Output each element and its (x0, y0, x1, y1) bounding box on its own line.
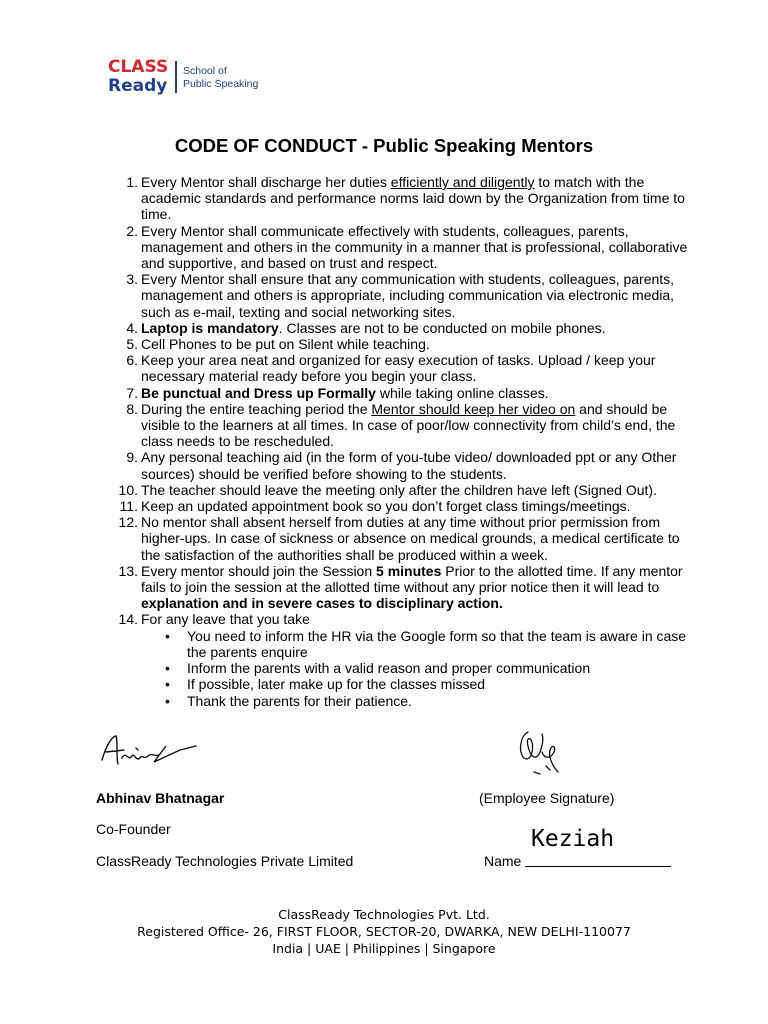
item-text: Every Mentor shall discharge her duties (141, 174, 391, 190)
footer-address: Registered Office- 26, FIRST FLOOR, SECTOR-20, DWARKA, NEW DELHI-110077 (137, 924, 631, 939)
item-number: 3. (126, 271, 138, 288)
sub-list-item (118, 628, 688, 660)
item-number: 1. (126, 174, 138, 190)
conduct-item (118, 514, 688, 563)
item-text: Every Mentor shall communicate effectively with students, colleagues, parents, management and others in the community in a manner that is professional, collaborative and supportive, and based on trust and respect. (141, 222, 688, 272)
conduct-item (118, 352, 688, 384)
conduct-item (118, 401, 688, 450)
item-text: efficiently and diligently (390, 174, 535, 190)
item-number: 7. (126, 384, 138, 401)
conduct-item (118, 611, 688, 627)
item-text: Any personal teaching aid (in the form of you-tube video/ downloaded ppt or any Other sources) should be verified before showing to the students. (141, 449, 677, 482)
bullet-icon: • (165, 627, 170, 644)
item-number: 4. (126, 319, 138, 336)
item-text: Be punctual and Dress up Formally (141, 384, 376, 401)
item-text: to match with the academic standards and performance norms laid down by the Organization from time to time. (141, 174, 685, 223)
conduct-item (118, 174, 688, 223)
item-text: For any leave that you take (141, 611, 310, 628)
footer-locations: India | UAE | Philippines | Singapore (272, 941, 496, 956)
conduct-item (118, 271, 688, 320)
item-text: and should be visible to the learners at all times. In case of poor/low connectivity from child’s end, the class needs to be rescheduled. (141, 400, 676, 450)
item-number: 2. (126, 222, 138, 239)
item-number: 13. (118, 562, 138, 579)
item-text: 5 minutes (376, 562, 442, 579)
item-text: while taking online classes. (375, 384, 549, 401)
item-number: 5. (126, 336, 138, 353)
conduct-item (118, 498, 688, 514)
sub-item-text: Inform the parents with a valid reason and proper communication (187, 660, 591, 677)
founder-name: Abhinav Bhatnagar (96, 790, 225, 806)
item-number: 8. (126, 400, 138, 417)
item-text: explanation and in severe cases to disciplinary action. (141, 595, 503, 612)
item-text: No mentor shall absent herself from duties at any time without prior permission from higher-ups. In case of sickness or absence on medical grounds, a medical certificate to the satisfaction of the authorities shall be produced within a week. (141, 514, 680, 563)
logo-brand-top: CLASS (108, 57, 169, 77)
classready-logo (106, 55, 276, 101)
item-text: Every Mentor shall ensure that any communication with students, colleagues, parents, management and others is appropriate, including communication via electronic media, such as e-mail, texting and social networking sites. (141, 271, 675, 320)
employee-name-value: Keziah (531, 826, 615, 852)
item-text: Laptop is mandatory (141, 319, 279, 336)
conduct-item (118, 320, 688, 336)
document-title: CODE OF CONDUCT - Public Speaking Mentors (174, 135, 594, 156)
name-label: Name (484, 853, 522, 869)
item-text: . Classes are not to be conducted on mobile phones. (278, 319, 606, 336)
bullet-icon: • (165, 660, 170, 677)
sub-item-text: You need to inform the HR via the Google form so that the team is aware in case the parents enquire (187, 627, 687, 660)
logo-brand-bottom: Ready (108, 76, 168, 96)
item-number: 14. (118, 611, 138, 628)
sub-item-text: Thank the parents for their patience. (187, 692, 412, 709)
item-text: Prior to the allotted time. If any mentor fails to join the session at the allotted time without any prior notice then it will lead to (141, 562, 683, 596)
conduct-item (118, 482, 688, 498)
item-number: 9. (126, 449, 138, 466)
bullet-icon: • (165, 692, 170, 709)
conduct-item (118, 563, 688, 612)
bullet-icon: • (165, 676, 170, 693)
conduct-item (118, 336, 688, 352)
item-number: 11. (119, 498, 138, 515)
sub-item-text: If possible, later make up for the classes missed (187, 676, 486, 693)
item-number: 10. (118, 481, 138, 498)
founder-role: Co-Founder (96, 821, 171, 837)
footer-company: ClassReady Technologies Pvt. Ltd. (278, 907, 490, 922)
item-text: During the entire teaching period the (141, 400, 372, 417)
item-text: Cell Phones to be put on Silent while teaching. (141, 336, 430, 353)
logo-subtitle-line2: Public Speaking (183, 78, 259, 90)
sub-list-item (118, 693, 688, 709)
item-text: Mentor should keep her video on (371, 400, 576, 417)
conduct-item (118, 385, 688, 401)
conduct-item (118, 449, 688, 481)
code-of-conduct-list (118, 174, 688, 709)
sub-list-item (118, 660, 688, 676)
leave-sub-list (118, 628, 688, 709)
item-text: Every mentor should join the Session (141, 562, 377, 579)
item-text: Keep an updated appointment book so you don’t forget class timings/meetings. (141, 498, 631, 515)
item-text: Keep your area neat and organized for easy execution of tasks. Upload / keep your necessary material ready before you begin your class. (141, 352, 656, 385)
founder-signature (96, 728, 216, 778)
employee-signature-label: (Employee Signature) (479, 790, 615, 806)
employee-signature (510, 722, 570, 782)
logo-divider (175, 61, 177, 93)
item-number: 12. (118, 514, 138, 531)
logo-subtitle-line1: School of (183, 65, 227, 77)
company-name: ClassReady Technologies Private Limited (96, 853, 354, 869)
conduct-item (118, 223, 688, 272)
item-text: The teacher should leave the meeting only after the children have left (Signed Out). (141, 481, 657, 498)
sub-list-item (118, 676, 688, 692)
item-number: 6. (126, 352, 138, 369)
name-underline (525, 866, 671, 867)
